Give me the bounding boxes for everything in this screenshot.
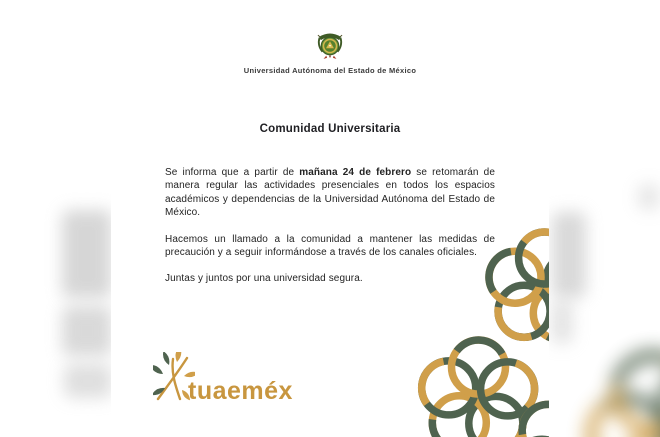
- university-name: Universidad Autónoma del Estado de México: [243, 66, 417, 75]
- blurred-text-artifact: [64, 364, 112, 398]
- announcement-body: [165, 166, 495, 286]
- paragraph-2: Hacemos un llamado a la comunidad a mantener las medidas de precaución y a seguir informándose a través de los canales oficiales.: [165, 233, 495, 259]
- blurred-text-artifact: [552, 212, 586, 298]
- blurred-text-artifact: [638, 184, 660, 210]
- tuaemex-campaign-logo: [153, 352, 293, 407]
- announcement-card: [111, 0, 549, 437]
- university-crest-icon: [315, 30, 345, 67]
- announcement-title: Comunidad Universitaria: [259, 123, 401, 135]
- blurred-text-artifact: [62, 306, 112, 356]
- blurred-flower-decoration: [545, 316, 660, 437]
- campaign-logo-text: tuaeméx: [188, 377, 293, 405]
- bold-date: mañana 24 de febrero: [299, 167, 412, 178]
- paragraph-1: Se informa que a partir de mañana 24 de febrero se retomarán de manera regular las actividades presenciales en todos los espacios académicos y dependencias de la Universidad Autónoma del Estado de México.: [165, 167, 495, 219]
- blurred-text-artifact: [62, 210, 112, 298]
- paragraph-3: Juntas y juntos por una universidad segura.: [165, 273, 363, 285]
